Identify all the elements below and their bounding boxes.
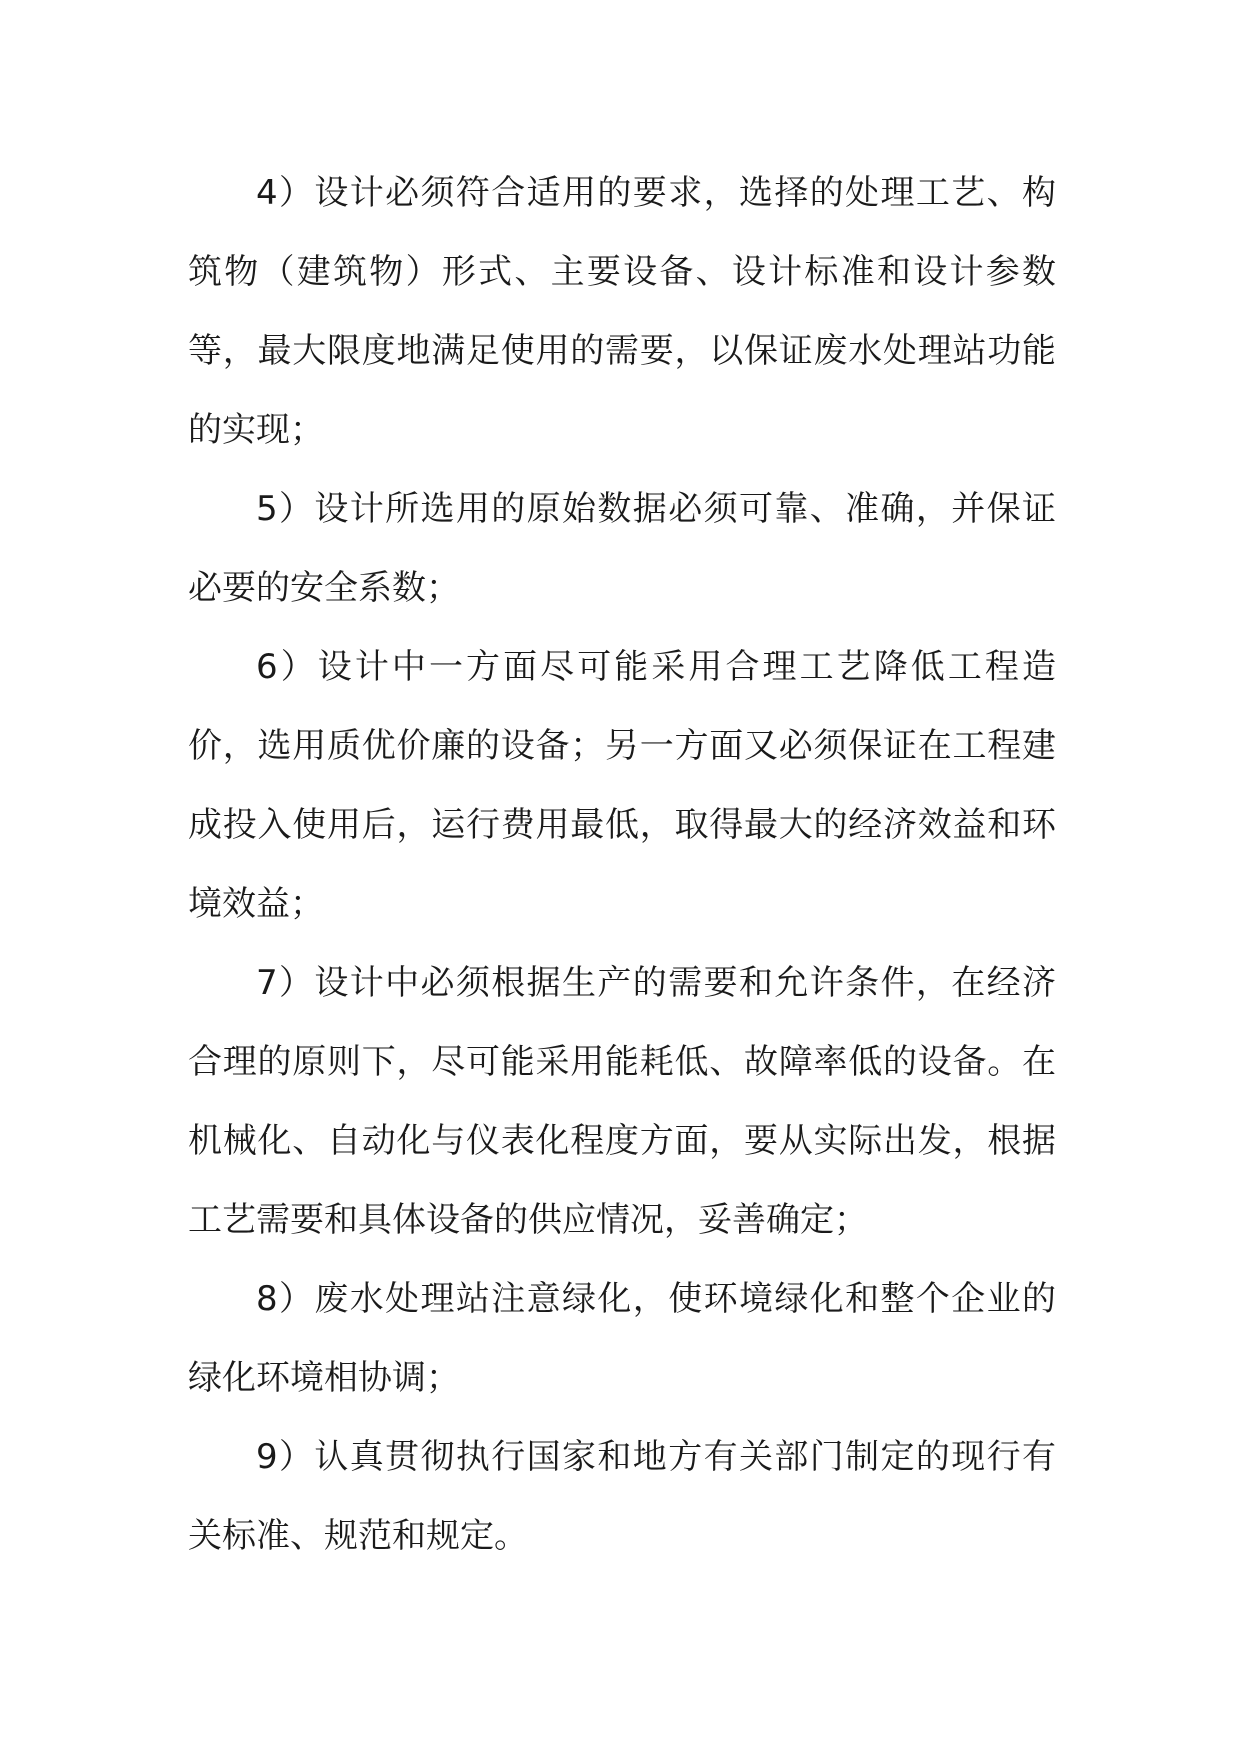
- document-body: [188, 154, 1056, 1576]
- paragraph-item-8: 8）废水处理站注意绿化，使环境绿化和整个企业的绿化环境相协调；: [188, 1279, 1056, 1398]
- paragraph-item-6: 6）设计中一方面尽可能采用合理工艺降低工程造价，选用质优价廉的设备；另一方面又必须保证在工程建成投入使用后，运行费用最低，取得最大的经济效益和环境效益；: [188, 647, 1056, 924]
- paragraph-item-9: 9）认真贯彻执行国家和地方有关部门制定的现行有关标准、规范和规定。: [188, 1437, 1056, 1556]
- paragraph-item-4: 4）设计必须符合适用的要求，选择的处理工艺、构筑物（建筑物）形式、主要设备、设计标准和设计参数等，最大限度地满足使用的需要，以保证废水处理站功能的实现；: [188, 173, 1056, 450]
- paragraph-item-5: 5）设计所选用的原始数据必须可靠、准确，并保证必要的安全系数；: [188, 489, 1056, 608]
- paragraph-item-7: 7）设计中必须根据生产的需要和允许条件，在经济合理的原则下，尽可能采用能耗低、故障率低的设备。在机械化、自动化与仪表化程度方面，要从实际出发，根据工艺需要和具体设备的供应情况，妥善确定；: [188, 963, 1056, 1240]
